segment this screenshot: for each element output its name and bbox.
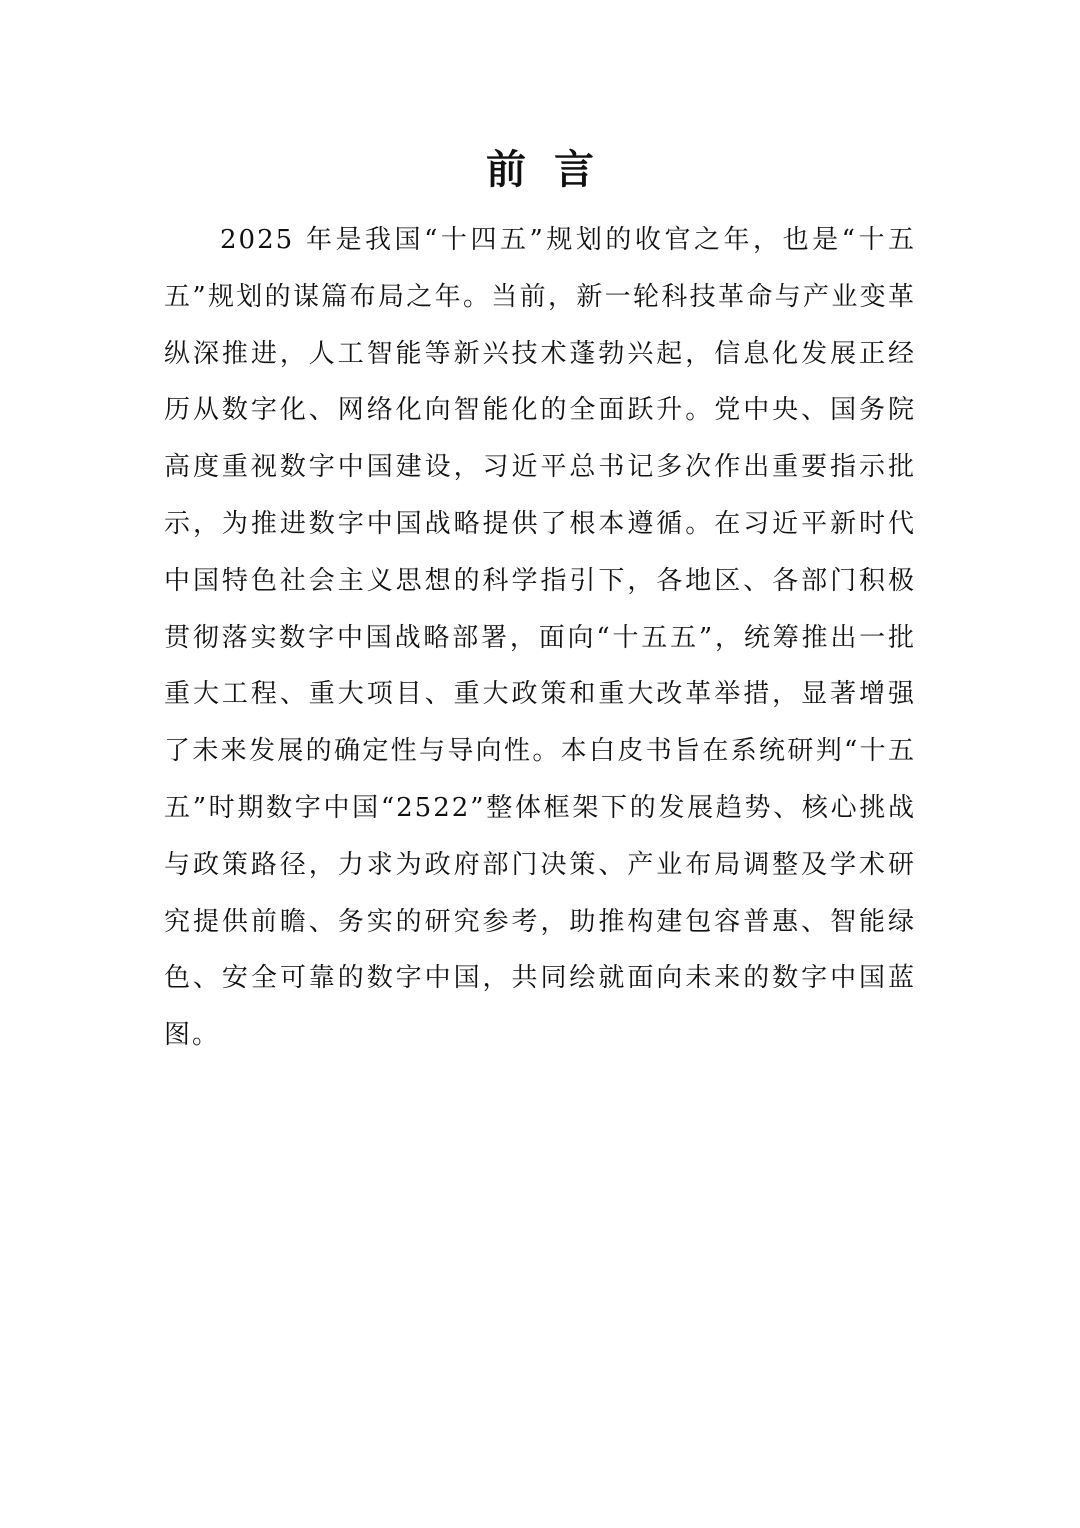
preface-paragraph: 2025 年是我国“十四五”规划的收官之年，也是“十五五”规划的谋篇布局之年。当前，新一轮科技革命与产业变革纵深推进，人工智能等新兴技术蓬勃兴起，信息化发展正经历从数字化、网络化向智能化的全面跃升。党中央、国务院高度重视数字中国建设，习近平总书记多次作出重要指示批示，为推进数字中国战略提供了根本遵循。在习近平新时代中国特色社会主义思想的科学指引下，各地区、各部门积极贯彻落实数字中国战略部署，面向“十五五”，统筹推出一批重大工程、重大项目、重大政策和重大改革举措，显著增强了未来发展的确定性与导向性。本白皮书旨在系统研判“十五五”时期数字中国“2522”整体框架下的发展趋势、核心挑战与政策路径，力求为政府部门决策、产业布局调整及学术研究提供前瞻、务实的研究参考，助推构建包容普惠、智能绿色、安全可靠的数字中国，共同绘就面向未来的数字中国蓝图。 [164, 225, 916, 1051]
page-title: 前言 [486, 147, 622, 193]
